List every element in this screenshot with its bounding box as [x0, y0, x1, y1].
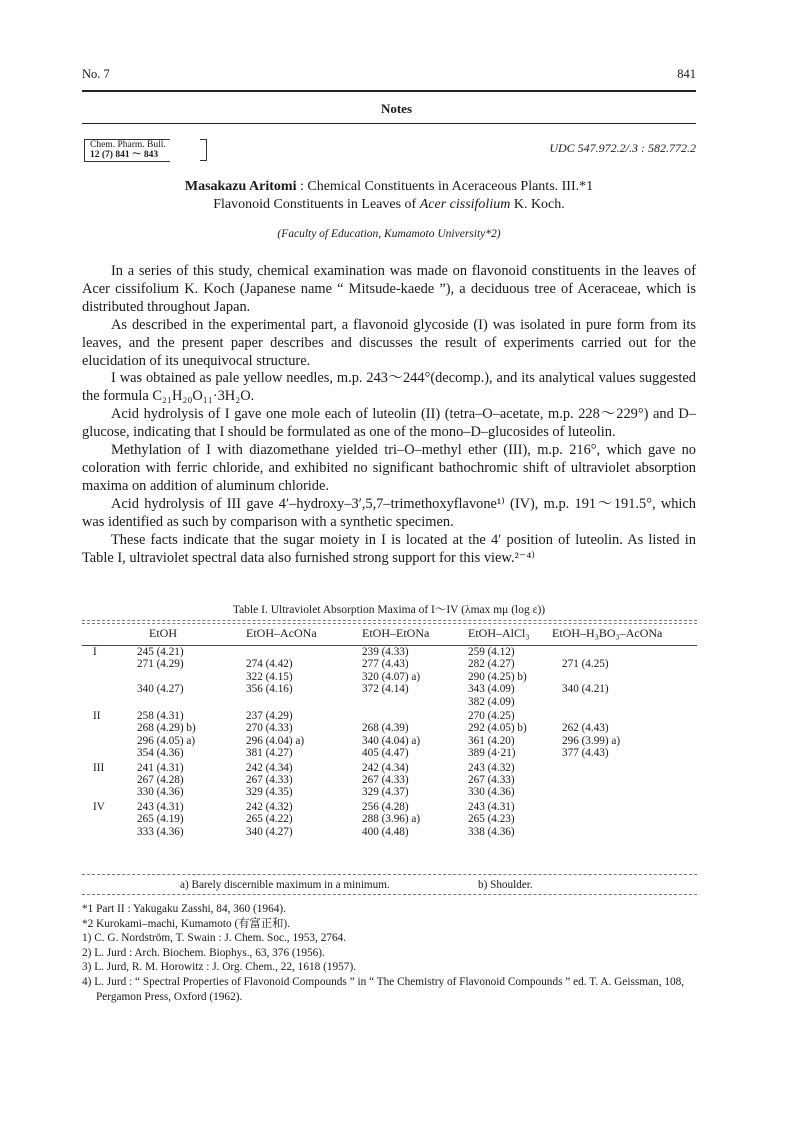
citation-bracket — [200, 139, 207, 161]
paragraph: These facts indicate that the sugar moiety in I is located at the 4′ position of luteolin. As listed in Table I, ultraviolet spectral data also furnished strong support for this view.²⁻⁴⁾ — [82, 531, 696, 566]
column-header: EtOH–H₃BO₃–AcONa — [552, 626, 663, 641]
table-cell: 243 (4.32) 267 (4.33) 330 (4.36) — [468, 761, 515, 799]
title-line-2-a: Flavonoid Constituents in Leaves of — [213, 197, 420, 212]
table-row — [82, 644, 697, 708]
table-cell: 242 (4.34) 267 (4.33) 329 (4.37) — [362, 761, 409, 799]
table-caption: Table I. Ultraviolet Absorption Maxima of I～IV (λmax mμ (log ε)) — [232, 604, 546, 616]
table-cell: 270 (4.25) 292 (4.05) b) 361 (4.20) 389 (4·21) — [468, 710, 527, 760]
species-name: Acer cissifolium — [419, 197, 511, 212]
section-rule — [82, 123, 696, 124]
table-cell: 258 (4.31) 268 (4.29) b) 296 (4.05) a) 354 (4.36) — [137, 710, 196, 760]
table-cell: 243 (4.31) 265 (4.23) 338 (4.36) — [468, 800, 515, 838]
table-cell: 245 (4.21) 271 (4.29) 340 (4.27) — [137, 646, 184, 696]
table-cell: 259 (4.12) 282 (4.27) 290 (4.25) b) 343 (4.09) 382 (4.09) — [468, 646, 527, 708]
reference-item: 4) L. Jurd : “ Spectral Properties of Flavonoid Compounds ” in “ The Chemistry of Flavonoid Compounds ” ed. T. A. Geissman, 108, Pergamon Press, Oxford (1962). — [82, 975, 685, 1003]
paragraph: In a series of this study, chemical examination was made on flavonoid constituents in the leaves of Acer cissifolium K. Koch (Japanese name “ Mitsude-kaede ”), a deciduous tree of Aceraceae, which is distributed throughout Japan. — [82, 263, 696, 315]
paragraph: Acid hydrolysis of III gave 4′–hydroxy–3′,5,7–trimethoxyflavone¹⁾ (IV), m.p. 191～191.5°, which was identified as such by comparison with a synthetic specimen. — [82, 495, 696, 530]
title-line-1: : Chemical Constituents in Aceraceous Plants. III.*1 — [296, 179, 594, 194]
table-cell: 268 (4.39) 340 (4.04) a) 405 (4.47) — [362, 722, 421, 760]
table-cell: 241 (4.31) 267 (4.28) 330 (4.36) — [137, 761, 184, 799]
table-cell: 271 (4.25) 340 (4.21) — [562, 658, 609, 696]
journal-volume: 12 (7) 841 ～ 843 — [90, 150, 159, 160]
column-header: EtOH–AcONa — [246, 626, 317, 641]
author-name: Masakazu Aritomi — [184, 179, 297, 194]
table-bottom-rule — [82, 874, 697, 875]
paragraph: Acid hydrolysis of I gave one mole each of luteolin (II) (tetra–O–acetate, m.p. 228～229°) and D–glucose, indicating that I should be formulated as one of the mono–D–glucosides of luteolin. — [82, 406, 696, 441]
table-top-rule — [82, 620, 697, 621]
table-footnote-b: b) Shoulder. — [478, 879, 533, 891]
table-cell: 262 (4.43) 296 (3.99) a) 377 (4.43) — [562, 722, 621, 760]
compound-label: II — [93, 710, 101, 723]
column-header: EtOH–AlCl₃ — [468, 626, 530, 641]
table-cell: 242 (4.32) 265 (4.22) 340 (4.27) — [246, 800, 293, 838]
footnote-item: *2 Kurokami–machi, Kumamoto (有富正和). — [82, 917, 291, 930]
column-header: EtOH — [149, 626, 177, 641]
compound-label: IV — [93, 800, 105, 813]
table-cell: 239 (4.33) 277 (4.43) 320 (4.07) a) 372 (4.14) — [362, 646, 421, 696]
udc-code: UDC 547.972.2/.3 : 582.772.2 — [549, 141, 696, 155]
table-footnote-a: a) Barely discernible maximum in a minimum. — [180, 879, 390, 891]
uv-table — [82, 623, 697, 838]
column-header — [82, 623, 137, 644]
table-cell: 243 (4.31) 265 (4.19) 333 (4.36) — [137, 800, 184, 838]
table-cell — [552, 799, 697, 838]
table-cell: 274 (4.42) 322 (4.15) 356 (4.16) — [246, 658, 293, 696]
affiliation: (Faculty of Education, Kumamoto University*2) — [277, 228, 501, 240]
page-number: 841 — [677, 67, 696, 81]
article-title — [82, 178, 696, 214]
table-header-row — [82, 623, 697, 644]
header-rule — [82, 90, 696, 92]
body-text — [82, 263, 696, 567]
table-cell: 256 (4.28) 288 (3.96) a) 400 (4.48) — [362, 800, 421, 838]
table-row — [82, 799, 697, 838]
compound-label: III — [93, 761, 105, 774]
reference-item: 3) L. Jurd, R. M. Horowitz : J. Org. Chem., 22, 1618 (1957). — [82, 961, 357, 974]
table-row — [82, 708, 697, 760]
paragraph: Methylation of I with diazomethane yielded tri–O–methyl ether (III), m.p. 216°, which gave no coloration with ferric chloride, and exhibited no significant bathochromic shift of ultraviolet absorption maxima on addition of aluminum chloride. — [82, 442, 696, 494]
paragraph: I was obtained as pale yellow needles, m.p. 243～244°(decomp.), and its analytical values suggested the formula C₂₁H₂₀O₁₁·3H₂O. — [82, 370, 696, 405]
title-line-2-b: K. Koch. — [510, 197, 565, 212]
table-cell: 237 (4.29) 270 (4.33) 296 (4.04) a) 381 (4.27) — [246, 710, 305, 760]
reference-item: 1) C. G. Nordström, T. Swain : J. Chem. Soc., 1953, 2764. — [82, 932, 347, 945]
issue-number: No. 7 — [82, 67, 110, 81]
table-row — [82, 760, 697, 799]
footnote-item: *1 Part II : Yakugaku Zasshi, 84, 360 (1964). — [82, 903, 286, 915]
journal-citation — [84, 139, 170, 162]
footnotes — [82, 902, 696, 1004]
journal-name: Chem. Pharm. Bull. — [90, 140, 166, 150]
column-header: EtOH–EtONa — [362, 626, 430, 641]
paragraph: As described in the experimental part, a flavonoid glycoside (I) was isolated in pure form from its leaves, and the present paper describes and discusses the result of experiments carried out for the elucidation of its unequivocal structure. — [82, 316, 696, 369]
footnote-separator — [82, 894, 697, 895]
compound-label: I — [93, 646, 97, 658]
table-cell: 242 (4.34) 267 (4.33) 329 (4.35) — [246, 761, 293, 799]
section-title: Notes — [380, 101, 413, 116]
table-cell — [552, 760, 697, 799]
reference-item: 2) L. Jurd : Arch. Biochem. Biophys., 63, 376 (1956). — [82, 946, 325, 959]
